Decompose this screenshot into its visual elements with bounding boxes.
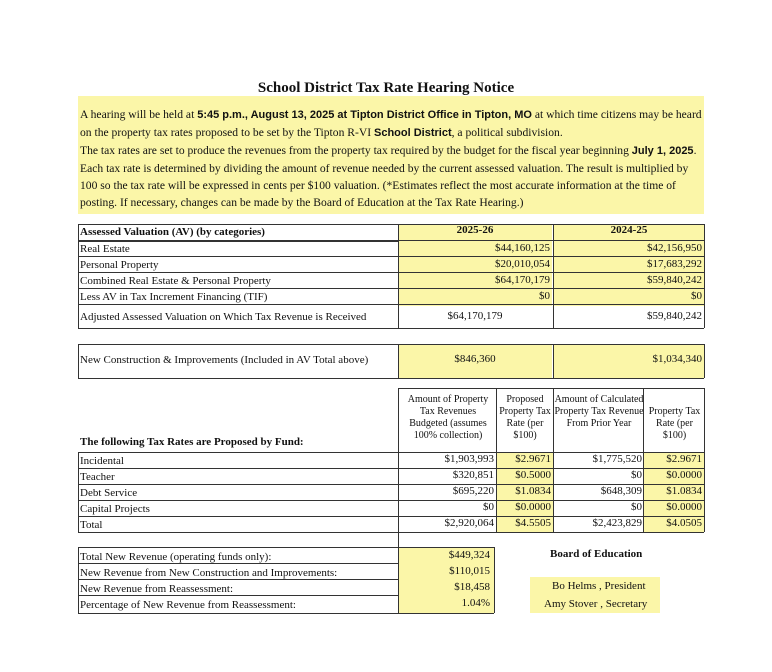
fund-row-label: Debt Service	[80, 487, 138, 499]
intro-text-2: at which time citizens may be heard on the property tax rates proposed to be set by the Tipton R-VI	[80, 108, 702, 139]
fund-total-rate: $4.5505	[515, 517, 551, 529]
av-header: Assessed Valuation (AV) (by categories)	[80, 226, 265, 238]
av-row-label: Combined Real Estate & Personal Property	[80, 275, 271, 287]
rule	[78, 224, 704, 225]
fund-prior-rate: $1.0834	[666, 485, 702, 497]
av-row-label: Personal Property	[80, 259, 159, 271]
rule	[78, 452, 79, 532]
av-row-value: $59,840,242	[647, 310, 702, 322]
fund-prior-amount: $1,775,520	[592, 453, 642, 465]
rule	[643, 388, 644, 532]
av-col1-header: 2025-26	[456, 224, 494, 236]
fund-prior-rate: $0.0000	[666, 469, 702, 481]
fund-rate: $2.9671	[515, 453, 551, 465]
av-row-label: Less AV in Tax Increment Financing (TIF)	[80, 291, 268, 303]
new-construction-value: $846,360	[454, 353, 496, 365]
intro-text-3: , a political subdivision.	[451, 126, 563, 139]
rule	[78, 613, 494, 614]
rule	[78, 344, 704, 345]
rule	[398, 344, 399, 378]
rule	[78, 516, 704, 517]
fund-row-label: Incidental	[80, 455, 124, 467]
rule	[78, 224, 79, 328]
rule	[78, 500, 704, 501]
fund-prior-amount: $0	[631, 469, 642, 481]
board-secretary: Amy Stover , Secretary	[544, 598, 648, 610]
fund-row-label: Capital Projects	[80, 503, 150, 515]
av-row-value: $64,170,179	[495, 274, 550, 286]
av-row-value: $0	[539, 290, 550, 302]
rule	[553, 388, 554, 532]
fund-prior-amount: $0	[631, 501, 642, 513]
fund-total-label: Total	[80, 519, 103, 531]
rule	[704, 388, 705, 532]
new-construction-label: New Construction & Improvements (Included in AV Total above)	[80, 354, 369, 366]
fund-section-label: The following Tax Rates are Proposed by Fund:	[80, 436, 304, 448]
fund-amount: $320,851	[452, 469, 494, 481]
rule	[494, 547, 495, 613]
av-row-label: Real Estate	[80, 243, 130, 255]
av-row-value: $42,156,950	[647, 242, 702, 254]
fund-row-label: Teacher	[80, 471, 115, 483]
av-row-value: $44,160,125	[495, 242, 550, 254]
fund-col-header: Property Tax Rate (per $100)	[648, 406, 701, 441]
revenue-label: New Revenue from Reassessment:	[80, 583, 234, 595]
av-row-value: $17,683,292	[647, 258, 702, 270]
rule	[553, 344, 554, 378]
fund-total-prior-amount: $2,423,829	[592, 517, 642, 529]
rule	[78, 468, 704, 469]
rule	[78, 484, 704, 485]
intro-text-1: A hearing will be held at	[80, 108, 198, 121]
fund-col-header: Amount of Calculated Property Tax Revenue From Prior Year	[554, 394, 644, 429]
fund-col-header: Amount of Property Tax Revenues Budgeted (assumes 100% collection)	[407, 394, 489, 441]
revenue-value: $18,458	[454, 581, 490, 593]
av-row-value: $0	[691, 290, 702, 302]
intro-text-4: The tax rates are set to produce the revenues from the property tax required by the budget for the fiscal year beginning	[80, 144, 632, 157]
fund-amount: $0	[483, 501, 494, 513]
revenue-label: Percentage of New Revenue from Reassessment:	[80, 599, 296, 611]
fund-prior-rate: $2.9671	[666, 453, 702, 465]
rule	[398, 224, 399, 328]
rule	[78, 532, 704, 533]
rule	[78, 328, 704, 329]
rule	[78, 378, 704, 379]
rule	[78, 256, 704, 257]
fund-rate: $0.0000	[515, 501, 551, 513]
av-row-value: $20,010,054	[495, 258, 550, 270]
fund-total-amount: $2,920,064	[444, 517, 494, 529]
intro-text-5: . Each tax rate is determined by dividing the amount of revenue needed by the current assessed valuation. The result is multiplied by 100 so the tax rate will be expressed in cents per $100 valuation. (*Estimates reflect the most accurate information at the time of posting. If necessary, changes can be made by the Board of Education at the Tax Rate Hearing.)	[80, 144, 697, 209]
rule	[78, 344, 79, 378]
revenue-value: 1.04%	[461, 597, 490, 609]
rule	[398, 388, 399, 532]
rule	[398, 532, 399, 613]
av-row-value: $59,840,242	[647, 274, 702, 286]
rule	[398, 240, 704, 241]
revenue-value: $449,324	[448, 549, 490, 561]
fund-rate: $1.0834	[515, 485, 551, 497]
fund-prior-rate: $0.0000	[666, 501, 702, 513]
av-col2-header: 2024-25	[610, 224, 648, 236]
hearing-time: 5:45 p.m., August 13, 2025 at Tipton District Office in Tipton, MO	[197, 109, 532, 121]
rule	[78, 304, 704, 305]
rule	[78, 288, 704, 289]
fund-total-prior-rate: $4.0505	[666, 517, 702, 529]
rule	[496, 388, 497, 532]
new-construction-value: $1,034,340	[652, 353, 702, 365]
av-row-value: $64,170,179	[447, 310, 503, 322]
rule	[78, 272, 704, 273]
fund-amount: $1,903,993	[444, 453, 494, 465]
fund-prior-amount: $648,309	[600, 485, 642, 497]
rule	[78, 240, 398, 242]
rule	[78, 579, 398, 580]
rule	[78, 595, 398, 596]
rule	[78, 452, 704, 453]
rule	[553, 224, 554, 328]
rule	[78, 563, 398, 564]
fund-amount: $695,220	[452, 485, 494, 497]
revenue-label: New Revenue from New Construction and Improvements:	[80, 567, 338, 579]
school-district-label: School District	[374, 127, 452, 139]
rule	[704, 344, 705, 378]
fiscal-date: July 1, 2025	[631, 145, 694, 157]
board-heading: Board of Education	[550, 548, 643, 560]
av-row-label: Adjusted Assessed Valuation on Which Tax Revenue is Received	[80, 311, 367, 323]
board-president: Bo Helms , President	[552, 580, 646, 592]
rule	[78, 547, 494, 548]
intro-paragraph	[78, 96, 704, 214]
notice-title: School District Tax Rate Hearing Notice	[257, 80, 515, 96]
rule	[704, 224, 705, 328]
rule	[398, 388, 704, 389]
fund-col-header: Proposed Property Tax Rate (per $100)	[499, 394, 551, 441]
revenue-label: Total New Revenue (operating funds only):	[80, 551, 272, 563]
fund-rate: $0.5000	[515, 469, 551, 481]
revenue-value: $110,015	[449, 565, 490, 577]
rule	[78, 547, 79, 613]
